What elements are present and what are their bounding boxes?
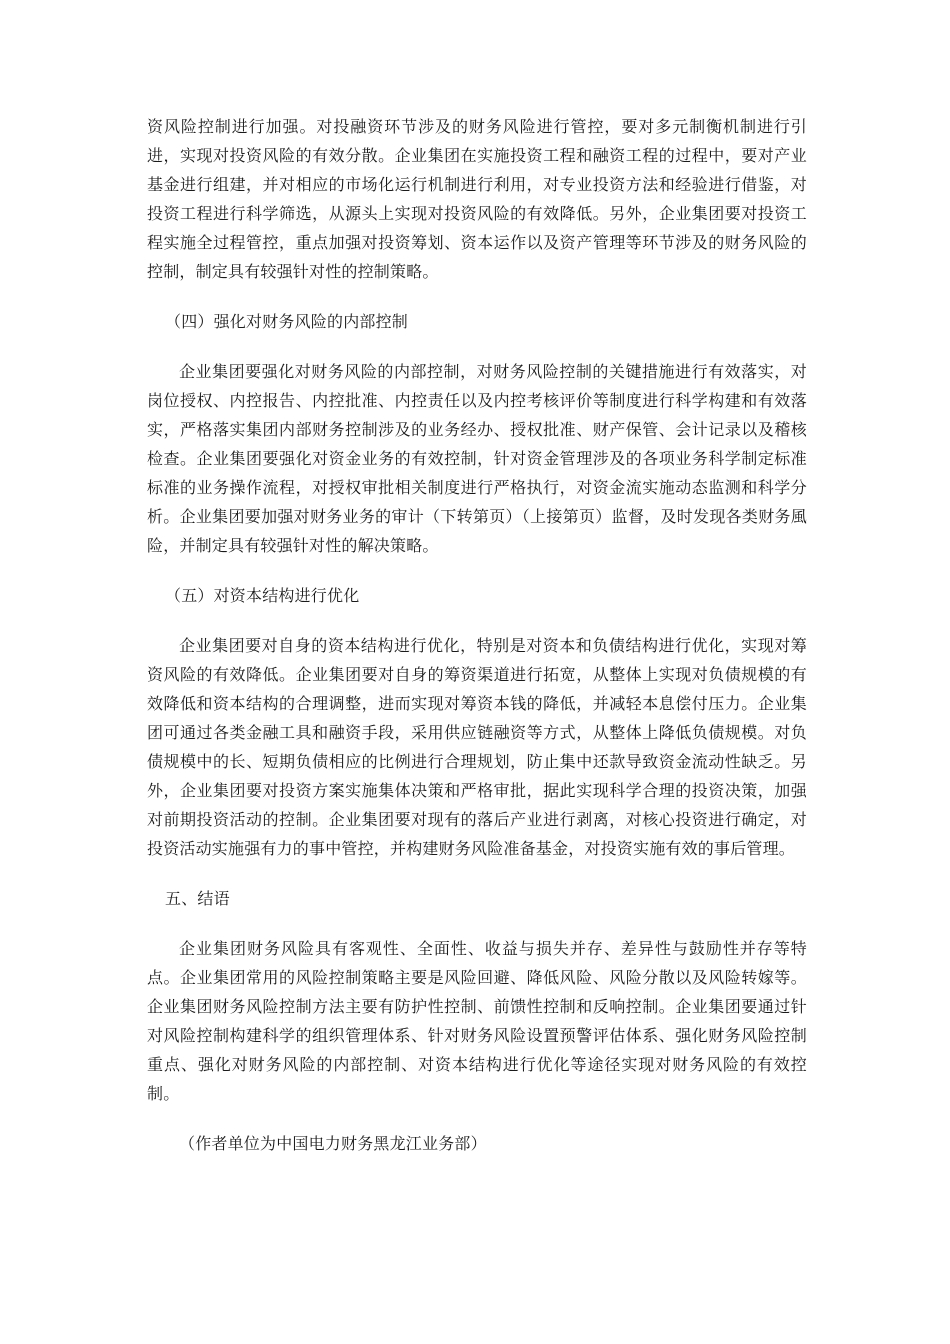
paragraph-internal-control: 企业集团要强化对财务风险的内部控制，对财务风险控制的关键措施进行有效落实，对岗位授权、内控报告、内控批准、内控责任以及内控考核评价等制度进行科学构建和有效落实，严格落实集团内部财务控制涉及的业务经办、授权批准、财产保管、会计记录以及稽核检查。企业集团要强化对资金业务的有效控制，针对资金管理涉及的各项业务科学制定标准标准的业务操作流程，对授权审批相关制度进行严格执行，对资金流实施动态监测和科学分析。企业集团要加强对财务业务的审计（下转第页）（上接第页）监督，及时发现各类财务風险，并制定具有较强针对性的解决策略。: [147, 362, 807, 555]
paragraph-conclusion: 企业集团财务风险具有客观性、全面性、收益与损失并存、差异性与鼓励性并存等特点。企业集团常用的风险控制策略主要是风险回避、降低风险、风险分散以及风险转嫁等。企业集团财务风险控制方法主要有防护性控制、前馈性控制和反响控制。企业集团要通过针对风险控制构建科学的组织管理体系、针对财务风险设置预警评估体系、强化财务风险控制重点、强化对财务风险的内部控制、对资本结构进行优化等途径实现对财务风险的有效控制。: [147, 939, 807, 1103]
section-heading-capital-structure: （五）对资本结构进行优化: [165, 586, 360, 605]
section-heading-internal-control: （四）强化对财务风险的内部控制: [165, 312, 409, 331]
section-heading-conclusion: 五、结语: [165, 889, 230, 908]
paragraph-capital-structure: 企业集团要对自身的资本结构进行优化，特别是对资本和负债结构进行优化，实现对筹资风险的有效降低。企业集团要对自身的筹资渠道进行拓宽，从整体上实现对负债规模的有效降低和资本结构的合理调整，进而实现对筹资本钱的降低，并减轻本息偿付压力。企业集团可通过各类金融工具和融资手段，采用供应链融资等方式，从整体上降低负债规模。对负债规模中的长、短期负债相应的比例进行合理规划，防止集中还款导致资金流动性缺乏。另外，企业集团要对投资方案实施集体决策和严格审批，据此实现科学合理的投资决策，加强对前期投资活动的控制。企业集团要对现有的落后产业进行剥离，对核心投资进行确定，对投资活动实施强有力的事中管控，并构建财务风险准备基金，对投资实施有效的事后管理。: [147, 636, 807, 858]
author-affiliation: （作者单位为中国电力财务黑龙江业务部）: [179, 1134, 487, 1153]
document-page: [147, 112, 807, 1158]
paragraph-continued-investment-risk: 资风险控制进行加强。对投融资环节涉及的财务风险进行管控，要对多元制衡机制进行引进，实现对投资风险的有效分散。企业集团在实施投资工程和融资工程的过程中，要对产业基金进行组建，并对相应的市场化运行机制进行利用，对专业投资方法和经验进行借鉴，对投资工程进行科学筛选，从源头上实现对投资风险的有效降低。另外，企业集团要对投资工程实施全过程管控，重点加强对投资筹划、资本运作以及资产管理等环节涉及的财务风险的控制，制定具有较强针对性的控制策略。: [147, 117, 807, 281]
